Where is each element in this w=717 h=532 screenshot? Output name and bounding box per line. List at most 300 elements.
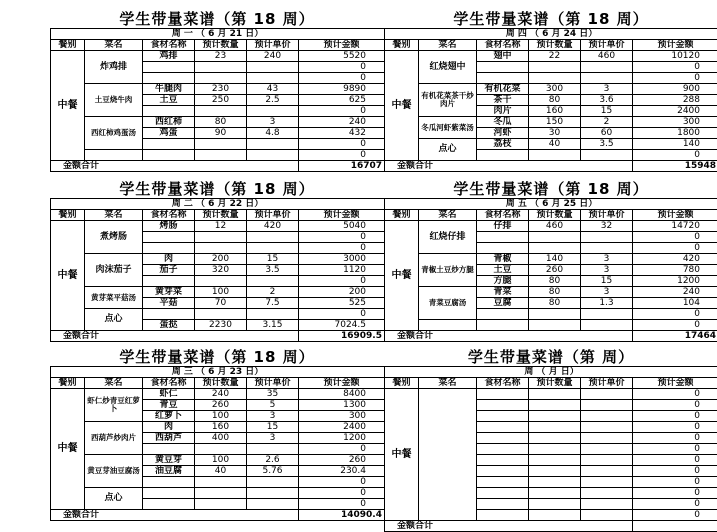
ingredient-cell <box>143 488 195 499</box>
amount-cell: 5520 <box>299 51 385 62</box>
price-header: 预计单价 <box>581 210 633 221</box>
ingredient-cell: 肉片 <box>477 106 529 117</box>
meal-cell: 中餐 <box>51 389 85 510</box>
price-cell <box>247 150 299 161</box>
amount-cell: 0 <box>299 106 385 117</box>
qty-cell: 150 <box>529 117 581 128</box>
header-row <box>385 210 717 221</box>
price-cell <box>247 276 299 287</box>
qty-cell <box>529 455 581 466</box>
qty-cell: 160 <box>195 422 247 433</box>
price-cell: 4.8 <box>247 128 299 139</box>
meal-cell: 中餐 <box>385 51 419 161</box>
ingredient-cell <box>477 320 529 331</box>
ingredient-cell <box>477 466 529 477</box>
price-cell <box>247 73 299 84</box>
menu-table <box>384 198 717 342</box>
ingredient-cell: 烤肠 <box>143 221 195 232</box>
price-cell <box>581 510 633 521</box>
price-cell <box>581 320 633 331</box>
amount-cell: 0 <box>633 320 717 331</box>
price-cell <box>581 455 633 466</box>
day-date: 周 四 （ 6 月 24 日） <box>385 29 717 40</box>
dish-name: 黄豆芽油豆腐汤 <box>85 455 143 488</box>
qty-cell: 140 <box>529 254 581 265</box>
panel-title: 学生带量菜谱（第 18 周） <box>50 180 384 198</box>
qty-cell <box>195 488 247 499</box>
qty-cell: 320 <box>195 265 247 276</box>
meal-header: 餐别 <box>385 210 419 221</box>
price-cell <box>581 488 633 499</box>
ingredient-header: 食材名称 <box>143 40 195 51</box>
qty-cell: 23 <box>195 51 247 62</box>
menu-table <box>50 366 385 521</box>
qty-cell: 100 <box>195 287 247 298</box>
menu-table <box>384 28 717 172</box>
total-row <box>385 161 717 172</box>
qty-cell <box>529 433 581 444</box>
qty-cell: 80 <box>195 117 247 128</box>
qty-cell: 400 <box>195 433 247 444</box>
amount-cell: 0 <box>299 232 385 243</box>
qty-cell: 260 <box>195 400 247 411</box>
header-row <box>51 378 385 389</box>
table-row <box>51 254 385 265</box>
ingredient-cell <box>143 106 195 117</box>
total-label: 金额合计 <box>385 161 633 172</box>
price-cell: 15 <box>247 254 299 265</box>
amount-cell: 140 <box>633 139 717 150</box>
qty-cell: 70 <box>195 298 247 309</box>
meal-cell: 中餐 <box>385 389 419 521</box>
ingredient-cell <box>477 455 529 466</box>
price-cell <box>581 499 633 510</box>
total-label: 金额合计 <box>51 331 299 342</box>
amount-header: 预计金额 <box>633 210 717 221</box>
amount-cell: 0 <box>299 139 385 150</box>
ingredient-cell <box>477 232 529 243</box>
day-date: 周 三 （ 6 月 23 日） <box>51 367 385 378</box>
price-cell: 5.76 <box>247 466 299 477</box>
table-row <box>385 84 717 95</box>
price-cell <box>581 389 633 400</box>
meal-header: 餐别 <box>51 40 85 51</box>
amount-cell: 0 <box>299 150 385 161</box>
qty-cell <box>195 309 247 320</box>
total-label: 金额合计 <box>51 161 299 172</box>
amount-cell: 200 <box>299 287 385 298</box>
total-row <box>51 161 385 172</box>
qty-header: 预计数量 <box>529 378 581 389</box>
qty-cell <box>529 389 581 400</box>
dish-name <box>419 389 477 521</box>
price-cell <box>581 73 633 84</box>
ingredient-cell: 茄子 <box>143 265 195 276</box>
amount-cell: 0 <box>633 150 717 161</box>
dish-name: 西葫芦炒肉片 <box>85 422 143 455</box>
meal-cell: 中餐 <box>385 221 419 331</box>
price-header: 预计单价 <box>247 40 299 51</box>
ingredient-cell <box>477 243 529 254</box>
qty-cell: 40 <box>529 139 581 150</box>
panel-title: 学生带量菜谱（第 周） <box>384 348 717 366</box>
header-row <box>51 40 385 51</box>
amount-cell: 14720 <box>633 221 717 232</box>
amount-cell: 3000 <box>299 254 385 265</box>
dish-name: 煮烤肠 <box>85 221 143 254</box>
amount-cell: 104 <box>633 298 717 309</box>
ingredient-cell <box>477 62 529 73</box>
qty-cell <box>529 150 581 161</box>
ingredient-cell <box>143 444 195 455</box>
price-cell: 460 <box>581 51 633 62</box>
dish-name: 点心 <box>419 139 477 161</box>
ingredient-cell <box>477 499 529 510</box>
amount-cell: 1800 <box>633 128 717 139</box>
table-row <box>385 287 717 298</box>
price-cell: 3.5 <box>581 139 633 150</box>
meal-header: 餐别 <box>51 210 85 221</box>
price-cell: 3.6 <box>581 95 633 106</box>
price-cell <box>247 499 299 510</box>
total-amount: 14090.4 <box>299 510 385 521</box>
qty-cell: 200 <box>195 254 247 265</box>
meal-cell: 中餐 <box>51 51 85 161</box>
price-cell: 240 <box>247 51 299 62</box>
ingredient-cell <box>143 477 195 488</box>
qty-cell <box>529 422 581 433</box>
qty-header: 预计数量 <box>195 378 247 389</box>
qty-cell: 460 <box>529 221 581 232</box>
qty-cell <box>529 320 581 331</box>
qty-cell <box>529 411 581 422</box>
dish-header: 菜名 <box>85 210 143 221</box>
qty-cell <box>195 106 247 117</box>
qty-cell <box>195 62 247 73</box>
amount-cell: 0 <box>633 243 717 254</box>
price-cell <box>581 466 633 477</box>
ingredient-cell: 豆腐 <box>477 298 529 309</box>
dish-name: 冬瓜河虾紫菜汤 <box>419 117 477 139</box>
ingredient-cell: 黄豆芽 <box>143 455 195 466</box>
price-header: 预计单价 <box>247 378 299 389</box>
price-cell: 3.15 <box>247 320 299 331</box>
amount-cell: 0 <box>299 444 385 455</box>
qty-cell <box>529 466 581 477</box>
table-row <box>51 389 385 400</box>
panel-title: 学生带量菜谱（第 18 周） <box>384 180 717 198</box>
total-row <box>51 331 385 342</box>
qty-header: 预计数量 <box>529 40 581 51</box>
dish-name <box>85 150 143 161</box>
price-cell <box>581 150 633 161</box>
amount-header: 预计金额 <box>633 378 717 389</box>
ingredient-cell <box>477 488 529 499</box>
amount-cell: 1300 <box>299 400 385 411</box>
meal-header: 餐别 <box>385 40 419 51</box>
qty-cell: 80 <box>529 298 581 309</box>
amount-cell: 7024.5 <box>299 320 385 331</box>
amount-cell: 0 <box>299 73 385 84</box>
amount-cell: 0 <box>299 488 385 499</box>
qty-cell: 2230 <box>195 320 247 331</box>
amount-cell: 420 <box>633 254 717 265</box>
ingredient-cell: 有机花菜 <box>477 84 529 95</box>
amount-cell: 780 <box>633 265 717 276</box>
price-cell: 3 <box>247 411 299 422</box>
qty-cell <box>195 499 247 510</box>
price-cell: 420 <box>247 221 299 232</box>
total-amount: 16707 <box>299 161 385 172</box>
amount-cell: 8400 <box>299 389 385 400</box>
ingredient-cell: 西红柿 <box>143 117 195 128</box>
table-row <box>51 117 385 128</box>
price-header: 预计单价 <box>581 40 633 51</box>
ingredient-cell <box>477 400 529 411</box>
amount-cell: 0 <box>633 433 717 444</box>
price-cell: 2.5 <box>247 95 299 106</box>
header-row <box>385 40 717 51</box>
price-cell <box>581 243 633 254</box>
ingredient-cell: 肉 <box>143 422 195 433</box>
ingredient-cell <box>143 139 195 150</box>
ingredient-header: 食材名称 <box>477 40 529 51</box>
qty-cell <box>195 150 247 161</box>
amount-cell: 625 <box>299 95 385 106</box>
qty-cell: 260 <box>529 265 581 276</box>
ingredient-cell: 土豆 <box>143 95 195 106</box>
price-cell <box>247 62 299 73</box>
meal-cell: 中餐 <box>51 221 85 331</box>
price-cell <box>247 477 299 488</box>
qty-cell <box>529 243 581 254</box>
table-row <box>385 254 717 265</box>
ingredient-cell: 仔排 <box>477 221 529 232</box>
total-row <box>385 331 717 342</box>
price-cell <box>581 400 633 411</box>
table-row <box>51 150 385 161</box>
price-cell <box>247 106 299 117</box>
qty-cell: 80 <box>529 95 581 106</box>
amount-cell: 300 <box>633 117 717 128</box>
header-row <box>51 210 385 221</box>
dish-name: 西红柿鸡蛋汤 <box>85 117 143 150</box>
ingredient-cell: 鸡排 <box>143 51 195 62</box>
dish-name: 青菜豆腐汤 <box>419 287 477 320</box>
amount-cell: 1200 <box>633 276 717 287</box>
amount-cell: 0 <box>633 488 717 499</box>
menu-table <box>50 28 385 172</box>
qty-cell <box>529 309 581 320</box>
price-header: 预计单价 <box>247 210 299 221</box>
amount-cell: 0 <box>299 62 385 73</box>
price-cell <box>581 422 633 433</box>
ingredient-cell <box>143 62 195 73</box>
table-row <box>385 389 717 400</box>
total-amount: 17464 <box>633 331 717 342</box>
qty-cell: 30 <box>529 128 581 139</box>
amount-cell: 2400 <box>299 422 385 433</box>
total-label: 金额合计 <box>385 331 633 342</box>
amount-cell: 525 <box>299 298 385 309</box>
amount-cell: 0 <box>299 309 385 320</box>
price-cell <box>247 488 299 499</box>
price-cell: 15 <box>247 422 299 433</box>
ingredient-cell: 虾仁 <box>143 389 195 400</box>
price-cell: 60 <box>581 128 633 139</box>
total-amount <box>633 521 717 532</box>
qty-header: 预计数量 <box>529 210 581 221</box>
amount-cell: 0 <box>633 232 717 243</box>
amount-cell: 0 <box>633 389 717 400</box>
day-date: 周 （ 月 日） <box>385 367 717 378</box>
amount-cell: 0 <box>633 477 717 488</box>
menu-panel <box>384 10 717 172</box>
amount-cell: 5040 <box>299 221 385 232</box>
table-row <box>51 422 385 433</box>
amount-cell: 0 <box>299 477 385 488</box>
dish-name: 红烧翅中 <box>419 51 477 84</box>
qty-cell <box>529 488 581 499</box>
qty-cell <box>529 62 581 73</box>
price-cell: 2 <box>581 117 633 128</box>
menu-table <box>50 198 385 342</box>
qty-cell: 240 <box>195 389 247 400</box>
price-cell: 15 <box>581 106 633 117</box>
menu-panel <box>384 348 717 532</box>
amount-cell: 0 <box>633 422 717 433</box>
ingredient-cell: 西葫芦 <box>143 433 195 444</box>
price-cell: 35 <box>247 389 299 400</box>
ingredient-cell: 土豆 <box>477 265 529 276</box>
ingredient-cell: 鸡蛋 <box>143 128 195 139</box>
ingredient-cell: 红萝卜 <box>143 411 195 422</box>
amount-cell: 300 <box>299 411 385 422</box>
dish-name: 虾仁炒青豆红萝卜 <box>85 389 143 422</box>
amount-cell: 10120 <box>633 51 717 62</box>
ingredient-cell <box>143 499 195 510</box>
panel-title: 学生带量菜谱（第 18 周） <box>384 10 717 28</box>
dish-name: 黄芽菜平菇汤 <box>85 287 143 309</box>
ingredient-cell: 冬瓜 <box>477 117 529 128</box>
price-cell: 5 <box>247 400 299 411</box>
amount-header: 预计金额 <box>633 40 717 51</box>
price-cell <box>581 232 633 243</box>
dish-header: 菜名 <box>419 40 477 51</box>
price-cell: 1.3 <box>581 298 633 309</box>
price-header: 预计单价 <box>581 378 633 389</box>
dish-name: 点心 <box>85 488 143 510</box>
qty-cell: 90 <box>195 128 247 139</box>
table-row <box>51 309 385 320</box>
amount-cell: 288 <box>633 95 717 106</box>
amount-header: 预计金额 <box>299 210 385 221</box>
amount-cell: 0 <box>633 400 717 411</box>
dish-name: 肉沫茄子 <box>85 254 143 287</box>
price-cell <box>581 411 633 422</box>
price-cell: 3 <box>581 254 633 265</box>
amount-cell: 0 <box>633 309 717 320</box>
price-cell <box>581 309 633 320</box>
ingredient-cell <box>143 276 195 287</box>
price-cell <box>247 243 299 254</box>
amount-cell: 0 <box>299 276 385 287</box>
ingredient-cell <box>477 73 529 84</box>
amount-cell: 1200 <box>299 433 385 444</box>
price-cell <box>247 309 299 320</box>
dish-name <box>419 320 477 331</box>
price-cell: 43 <box>247 84 299 95</box>
dish-name: 有机花菜茶干炒肉片 <box>419 84 477 117</box>
qty-cell <box>195 139 247 150</box>
amount-cell: 0 <box>299 243 385 254</box>
ingredient-cell: 茶干 <box>477 95 529 106</box>
amount-cell: 900 <box>633 84 717 95</box>
amount-cell: 432 <box>299 128 385 139</box>
amount-cell: 0 <box>633 466 717 477</box>
ingredient-cell: 青椒 <box>477 254 529 265</box>
dish-name: 点心 <box>85 309 143 331</box>
price-cell <box>247 139 299 150</box>
ingredient-cell: 肉 <box>143 254 195 265</box>
price-cell: 3 <box>581 84 633 95</box>
ingredient-cell <box>143 309 195 320</box>
amount-cell: 0 <box>633 499 717 510</box>
price-cell: 3 <box>581 265 633 276</box>
price-cell <box>581 62 633 73</box>
ingredient-cell: 翅中 <box>477 51 529 62</box>
table-row <box>51 455 385 466</box>
ingredient-cell: 河虾 <box>477 128 529 139</box>
qty-cell <box>195 243 247 254</box>
table-row <box>51 84 385 95</box>
ingredient-cell: 青豆 <box>143 400 195 411</box>
meal-header: 餐别 <box>51 378 85 389</box>
table-row <box>385 117 717 128</box>
total-amount: 15948 <box>633 161 717 172</box>
table-row <box>385 221 717 232</box>
qty-cell: 80 <box>529 276 581 287</box>
price-cell: 2.6 <box>247 455 299 466</box>
menu-panel <box>384 180 717 342</box>
menu-panel <box>50 10 384 172</box>
qty-cell <box>529 232 581 243</box>
amount-cell: 9890 <box>299 84 385 95</box>
ingredient-cell: 平菇 <box>143 298 195 309</box>
qty-cell <box>195 73 247 84</box>
ingredient-cell: 油豆腐 <box>143 466 195 477</box>
total-label: 金额合计 <box>385 521 633 532</box>
total-row <box>385 521 717 532</box>
amount-cell: 1120 <box>299 265 385 276</box>
table-row <box>51 221 385 232</box>
dish-name: 红烧仔排 <box>419 221 477 254</box>
ingredient-header: 食材名称 <box>477 210 529 221</box>
qty-cell: 250 <box>195 95 247 106</box>
price-cell <box>247 444 299 455</box>
price-cell: 7.5 <box>247 298 299 309</box>
price-cell: 15 <box>581 276 633 287</box>
table-row <box>51 287 385 298</box>
qty-cell: 40 <box>195 466 247 477</box>
price-cell: 3 <box>247 433 299 444</box>
price-cell: 3 <box>247 117 299 128</box>
qty-header: 预计数量 <box>195 40 247 51</box>
qty-cell: 300 <box>529 84 581 95</box>
ingredient-cell <box>477 444 529 455</box>
ingredient-cell <box>477 433 529 444</box>
dish-header: 菜名 <box>419 378 477 389</box>
